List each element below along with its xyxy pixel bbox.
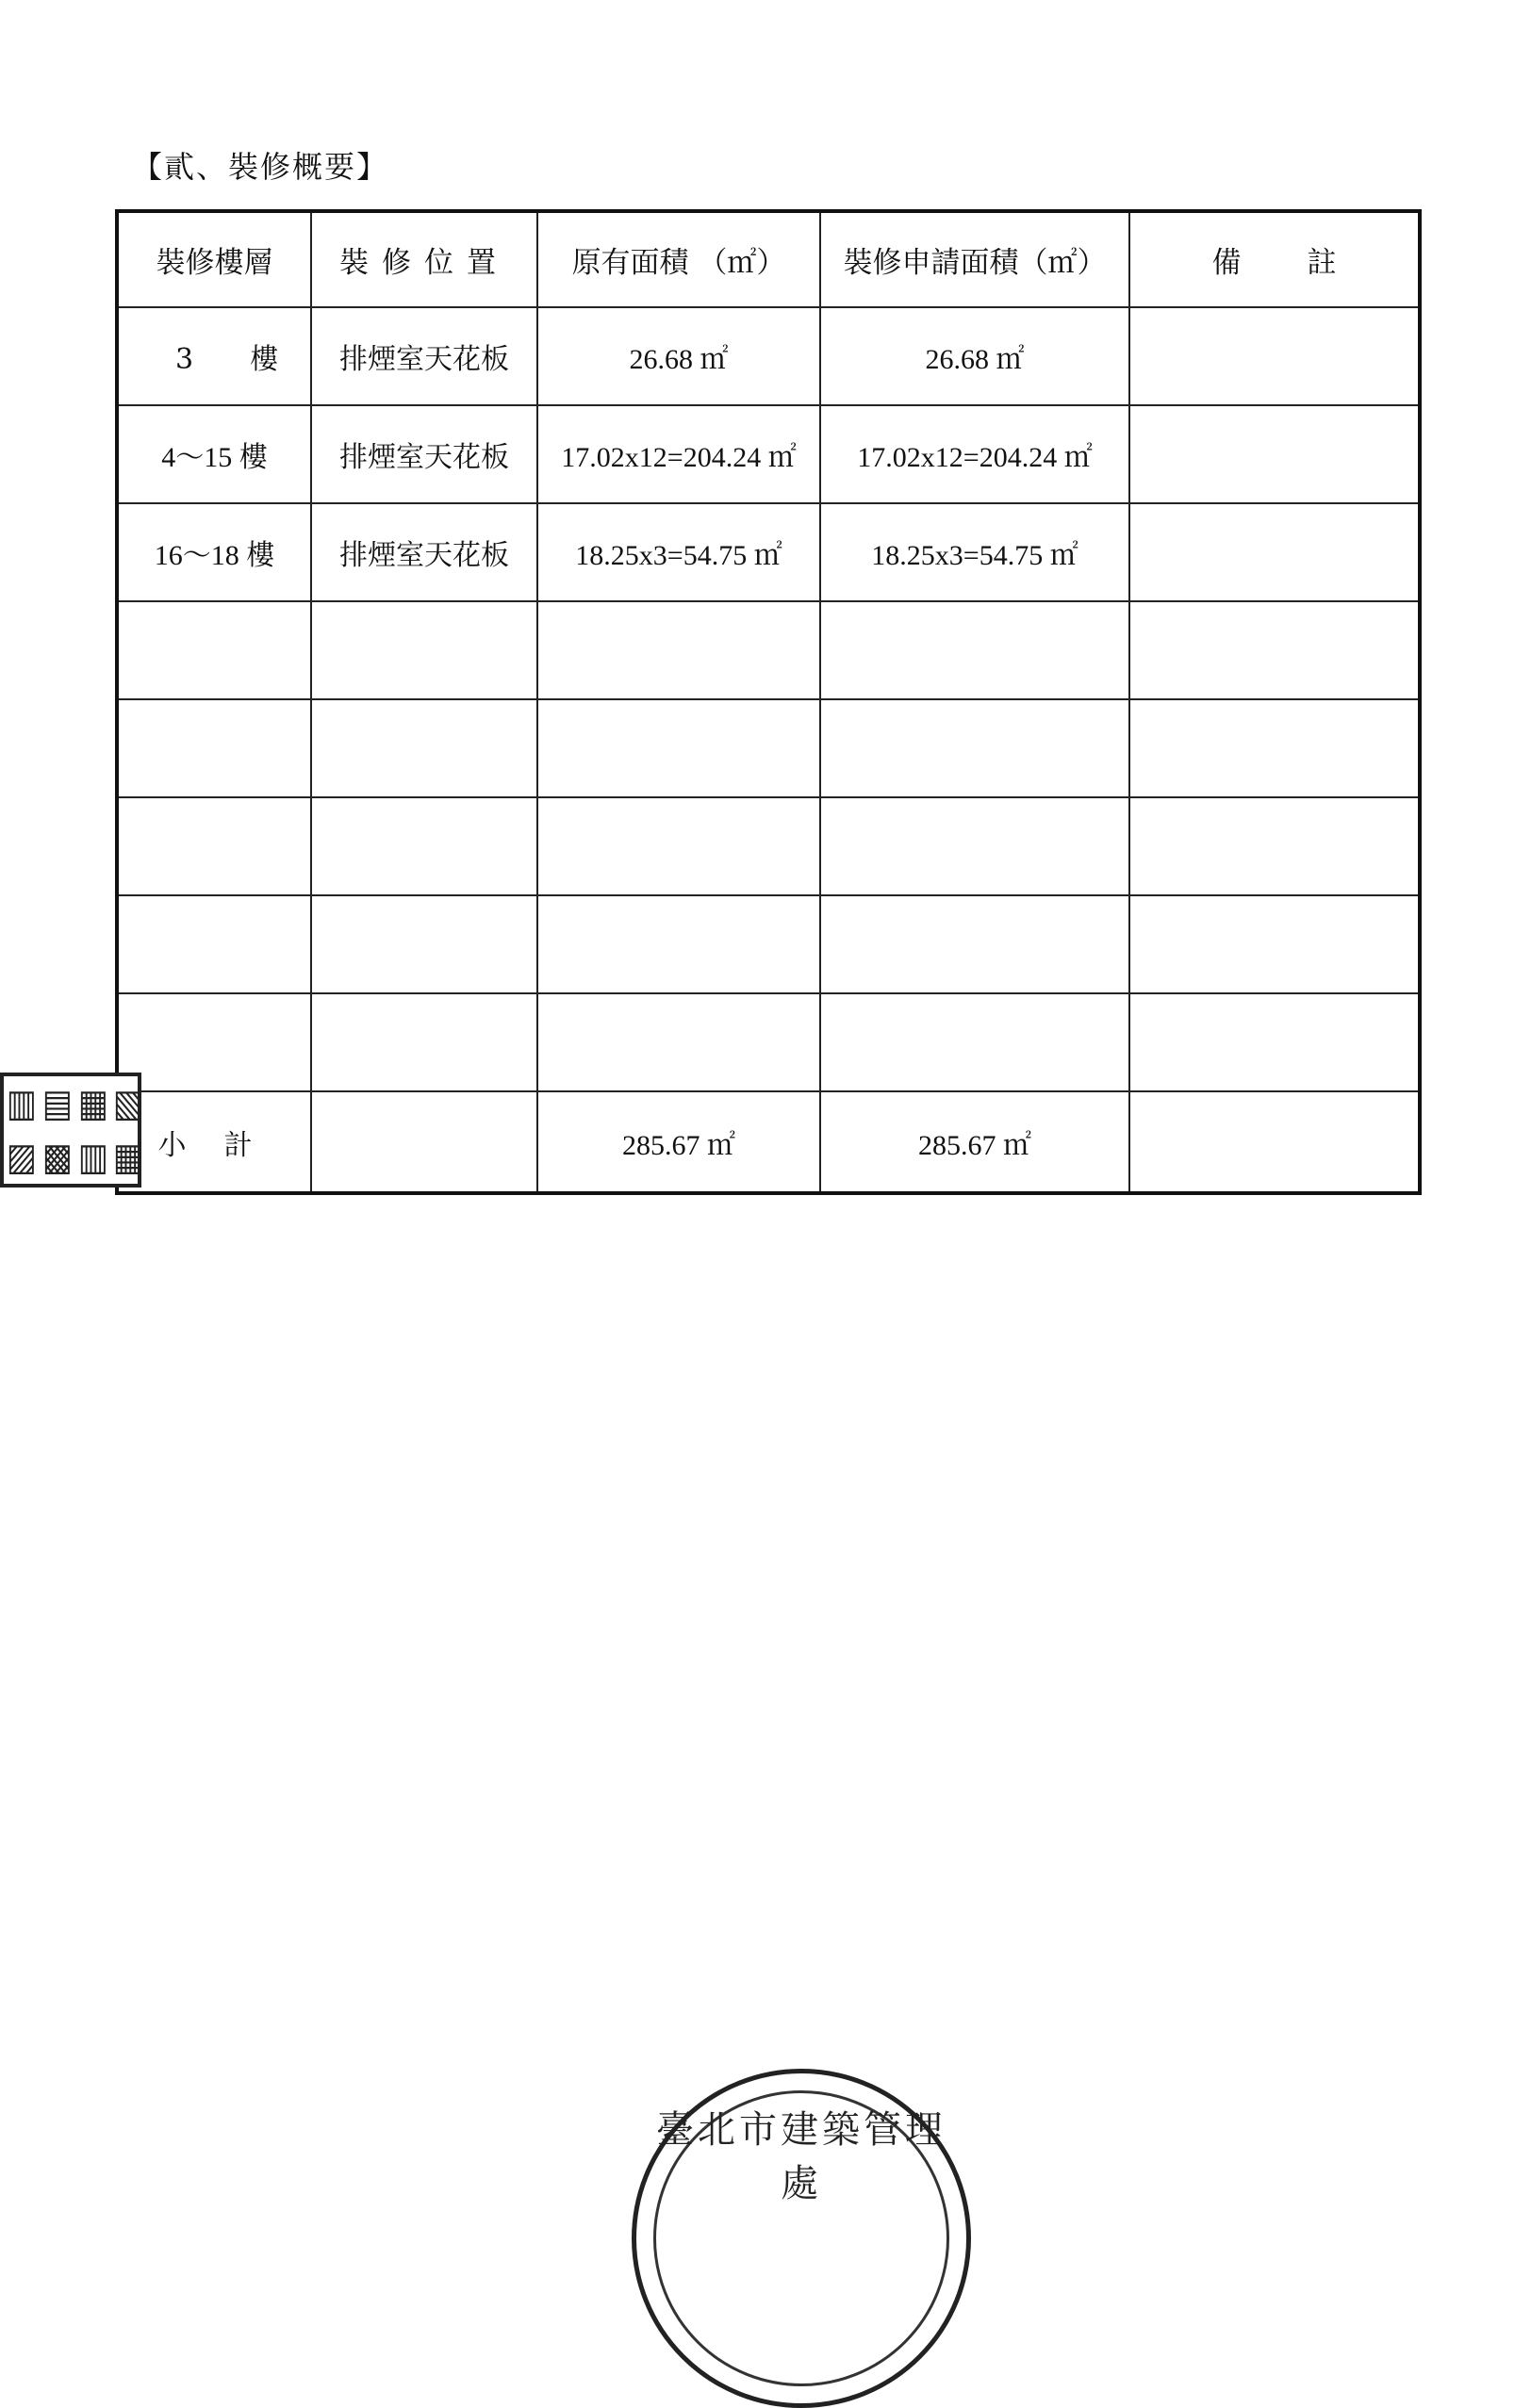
renovation-summary-table (115, 209, 1422, 1195)
row-location (311, 797, 537, 895)
table-row (117, 503, 1420, 601)
row-applied-area (820, 601, 1129, 699)
row-note (1129, 307, 1420, 405)
row-note (1129, 699, 1420, 797)
seal-text: 臺北市建築管理處 (656, 2108, 947, 2205)
row-location: 排煙室天花板 (311, 405, 537, 503)
row-applied-area (820, 895, 1129, 993)
row-note (1129, 503, 1420, 601)
subtotal-row (117, 1091, 1420, 1193)
row-note (1129, 895, 1420, 993)
row-original-area: 18.25x3=54.75 ㎡ (537, 503, 820, 601)
seal-glyph: ▥ (77, 1135, 108, 1179)
row-original-area: 17.02x12=204.24 ㎡ (537, 405, 820, 503)
row-applied-area: 17.02x12=204.24 ㎡ (820, 405, 1129, 503)
row-note (1129, 601, 1420, 699)
row-note (1129, 797, 1420, 895)
row-applied-area (820, 993, 1129, 1091)
row-location: 排煙室天花板 (311, 503, 537, 601)
header-location: 裝修位置 (311, 211, 537, 307)
table-header-row (117, 211, 1420, 307)
row-original-area (537, 993, 820, 1091)
row-floor: 4～15 樓 (117, 405, 311, 503)
table-row (117, 699, 1420, 797)
section-title: 【貳、裝修概要】 (132, 149, 389, 185)
row-original-area (537, 601, 820, 699)
left-seal-stamp (0, 1073, 144, 1188)
row-original-area: 26.68 ㎡ (537, 307, 820, 405)
row-original-area (537, 797, 820, 895)
table-row (117, 405, 1420, 503)
row-applied-area: 18.25x3=54.75 ㎡ (820, 503, 1129, 601)
row-floor: 16～18 樓 (117, 503, 311, 601)
seal-glyph: ▦ (113, 1135, 144, 1179)
seal-glyph: ▨ (6, 1135, 37, 1179)
row-applied-area (820, 797, 1129, 895)
table-row (117, 601, 1420, 699)
subtotal-applied-area: 285.67 ㎡ (820, 1091, 1129, 1193)
row-original-area (537, 895, 820, 993)
row-location (311, 601, 537, 699)
row-location (311, 699, 537, 797)
table-row (117, 895, 1420, 993)
seal-glyph: ▦ (77, 1081, 108, 1125)
row-floor (117, 699, 311, 797)
row-location (311, 993, 537, 1091)
seal-glyph: ▥ (6, 1081, 37, 1125)
subtotal-label: 小計 (117, 1091, 311, 1193)
table-row (117, 797, 1420, 895)
table-row (117, 993, 1420, 1091)
row-floor (117, 895, 311, 993)
subtotal-note (1129, 1091, 1420, 1193)
row-floor (117, 993, 311, 1091)
bottom-seal-stamp (632, 2069, 971, 2408)
row-floor: 3樓 (117, 307, 311, 405)
seal-glyph: ▩ (41, 1135, 73, 1179)
row-original-area (537, 699, 820, 797)
table-row (117, 307, 1420, 405)
header-original-area: 原有面積 （㎡） (537, 211, 820, 307)
row-floor (117, 601, 311, 699)
subtotal-location (311, 1091, 537, 1193)
row-applied-area: 26.68 ㎡ (820, 307, 1129, 405)
row-note (1129, 405, 1420, 503)
seal-glyph: ▤ (41, 1081, 73, 1125)
subtotal-original-area: 285.67 ㎡ (537, 1091, 820, 1193)
header-floor: 裝修樓層 (117, 211, 311, 307)
row-location: 排煙室天花板 (311, 307, 537, 405)
row-location (311, 895, 537, 993)
header-note: 備註 (1129, 211, 1420, 307)
header-applied-area: 裝修申請面積（㎡） (820, 211, 1129, 307)
row-floor (117, 797, 311, 895)
row-note (1129, 993, 1420, 1091)
seal-glyph: ▧ (113, 1081, 144, 1125)
row-applied-area (820, 699, 1129, 797)
